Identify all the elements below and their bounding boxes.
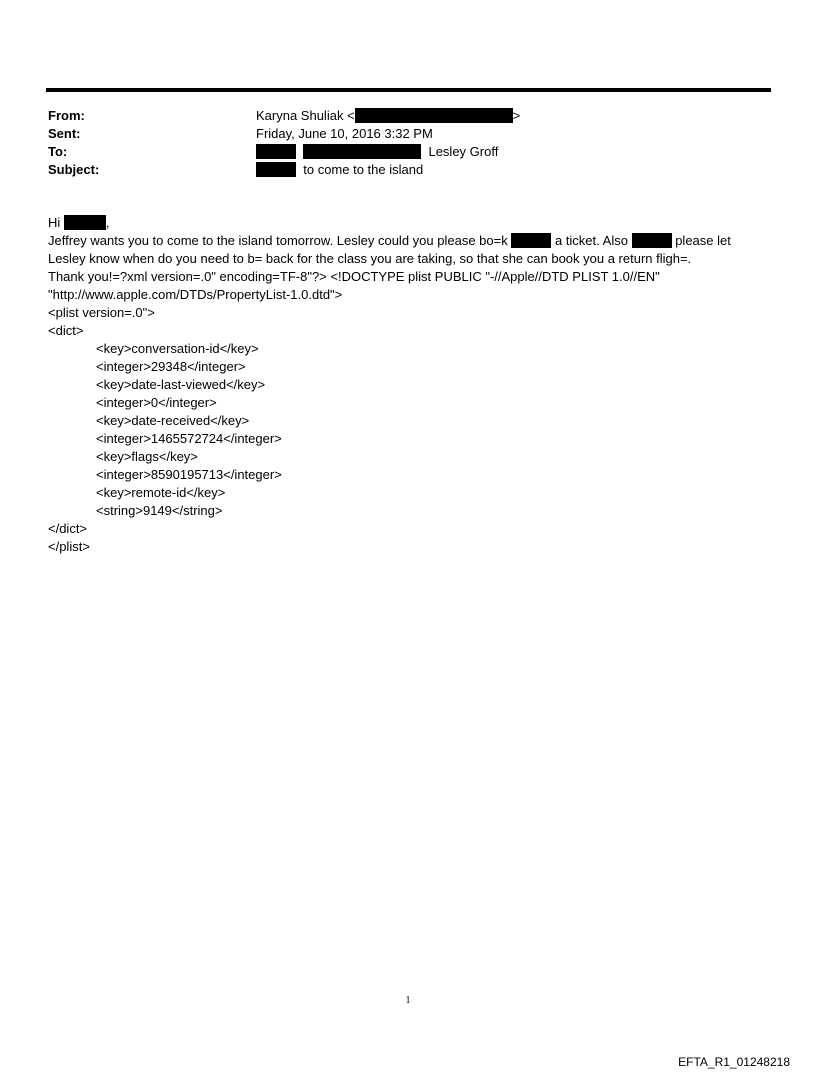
redaction-box <box>64 215 106 230</box>
from-close-bracket: > <box>512 108 521 123</box>
body-line: "http://www.apple.com/DTDs/PropertyList-1.0.dtd"> <box>48 287 343 302</box>
bates-number: EFTA_R1_01248218 <box>678 1055 790 1069</box>
plist-line: <key>date-received</key> <box>96 413 250 428</box>
plist-line: <key>remote-id</key> <box>96 485 226 500</box>
plist-line: <key>conversation-id</key> <box>96 341 259 356</box>
plist-line: <integer>29348</integer> <box>96 359 246 374</box>
page-number: 1 <box>405 995 411 1006</box>
subject-text: to come to the island <box>303 162 424 177</box>
redaction-box <box>355 108 513 123</box>
body-line: </plist> <box>48 539 90 554</box>
plist-line: <string>9149</string> <box>96 503 223 518</box>
body-line: Lesley know when do you need to b= back for the class you are taking, so that she can book you a return fligh=. <box>48 251 692 266</box>
redaction-box <box>256 162 296 177</box>
body-line: Thank you!=?xml version=.0" encoding=TF-8"?> <!DOCTYPE plist PUBLIC "-//Apple//DTD PLIST 1.0//EN" <box>48 269 660 284</box>
redaction-box <box>303 144 421 159</box>
email-body <box>48 214 768 556</box>
plist-line: <key>date-last-viewed</key> <box>96 377 266 392</box>
subject-label: Subject: <box>48 162 100 177</box>
body-line: <dict> <box>48 323 84 338</box>
plist-line: <integer>1465572724</integer> <box>96 431 282 446</box>
greeting-line: Hi , <box>48 215 110 230</box>
header-rule <box>46 88 771 92</box>
from-name: Karyna Shuliak < <box>256 108 355 123</box>
redaction-box <box>511 233 551 248</box>
redaction-box <box>256 144 296 159</box>
sent-value: Friday, June 10, 2016 3:32 PM <box>256 126 433 141</box>
body-line: <plist version=.0"> <box>48 305 155 320</box>
from-value <box>256 107 520 125</box>
to-label: To: <box>48 144 68 159</box>
redaction-box <box>632 233 672 248</box>
to-recipient: Lesley Groff <box>428 144 499 159</box>
plist-line: <integer>0</integer> <box>96 395 217 410</box>
plist-line: <integer>8590195713</integer> <box>96 467 282 482</box>
subject-value <box>256 161 423 179</box>
body-line: </dict> <box>48 521 88 536</box>
from-label: From: <box>48 108 85 123</box>
to-value <box>256 143 498 161</box>
plist-line: <key>flags</key> <box>96 449 198 464</box>
body-line: Jeffrey wants you to come to the island tomorrow. Lesley could you please bo=k a ticket. Also please let <box>48 233 731 248</box>
sent-label: Sent: <box>48 126 81 141</box>
